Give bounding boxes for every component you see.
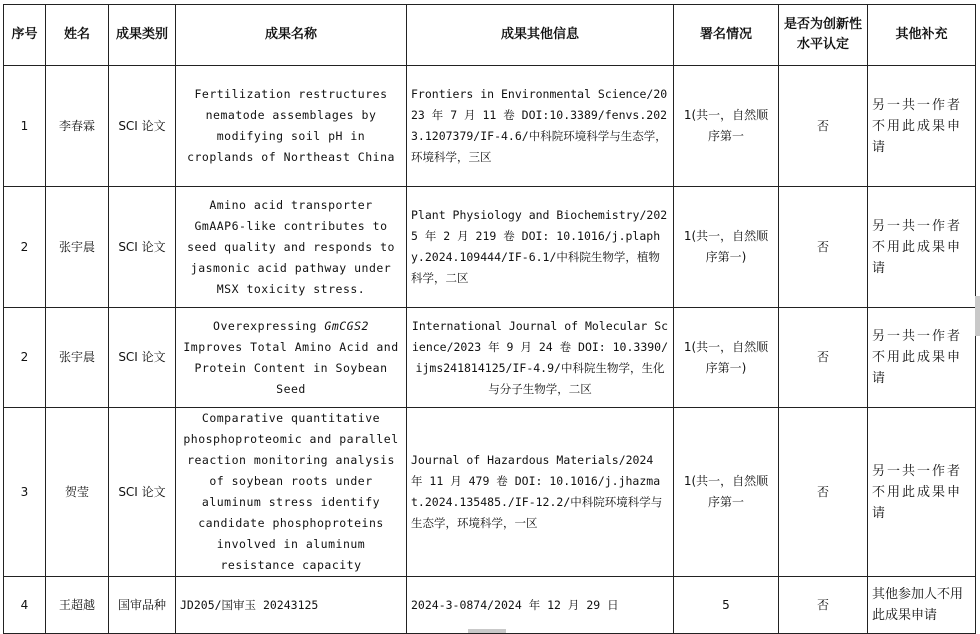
table-row bbox=[4, 577, 976, 634]
cell-index: 2 bbox=[4, 187, 46, 308]
cell-supplement: 另一共一作者不用此成果申请 bbox=[868, 66, 976, 187]
cell-other-info: International Journal of Molecular Science/2023 年 9 月 24 卷 DOI: 10.3390/ijms241814125/IF-4.9/中科院生物学，生化与分子生物学，二区 bbox=[407, 308, 674, 408]
cell-title: Comparative quantitative phosphoproteomic and parallel reaction monitoring analysis of soybean roots under aluminum stress identify candidate phosphoproteins involved in aluminum resistance capacity bbox=[176, 408, 407, 577]
header-category: 成果类别 bbox=[109, 5, 176, 66]
header-row bbox=[4, 5, 976, 66]
header-index: 序号 bbox=[4, 5, 46, 66]
cell-index: 4 bbox=[4, 577, 46, 634]
cell-supplement: 另一共一作者不用此成果申请 bbox=[868, 187, 976, 308]
cell-name: 贺莹 bbox=[46, 408, 109, 577]
cell-authorship: 1(共一，自然顺序第一 bbox=[674, 66, 779, 187]
cell-index: 2 bbox=[4, 308, 46, 408]
cell-supplement: 另一共一作者不用此成果申请 bbox=[868, 308, 976, 408]
table-row bbox=[4, 408, 976, 577]
page-bottom-indicator bbox=[468, 629, 506, 633]
cell-category: 国审品种 bbox=[109, 577, 176, 634]
cell-innovation: 否 bbox=[779, 308, 868, 408]
achievements-table bbox=[3, 4, 976, 634]
header-name: 姓名 bbox=[46, 5, 109, 66]
cell-other-info: Journal of Hazardous Materials/2024 年 11 月 479 卷 DOI: 10.1016/j.jhazmat.2024.135485./IF-12.2/中科院环境科学与生态学，环境科学，一区 bbox=[407, 408, 674, 577]
cell-name: 张宇晨 bbox=[46, 308, 109, 408]
cell-title bbox=[176, 308, 407, 408]
header-title: 成果名称 bbox=[176, 5, 407, 66]
cell-category: SCI 论文 bbox=[109, 187, 176, 308]
scrollbar-thumb[interactable] bbox=[975, 296, 980, 336]
cell-innovation: 否 bbox=[779, 577, 868, 634]
table-row bbox=[4, 66, 976, 187]
cell-index: 3 bbox=[4, 408, 46, 577]
cell-index: 1 bbox=[4, 66, 46, 187]
cell-supplement: 另一共一作者不用此成果申请 bbox=[868, 408, 976, 577]
cell-category: SCI 论文 bbox=[109, 408, 176, 577]
title-prefix: Overexpressing bbox=[213, 318, 325, 333]
table-row bbox=[4, 187, 976, 308]
cell-name: 李春霖 bbox=[46, 66, 109, 187]
cell-authorship: 1(共一，自然顺序第一) bbox=[674, 187, 779, 308]
cell-title: JD205/国审玉 20243125 bbox=[176, 577, 407, 634]
cell-innovation: 否 bbox=[779, 408, 868, 577]
cell-title: Amino acid transporter GmAAP6-like contributes to seed quality and responds to jasmonic acid pathway under MSX toxicity stress. bbox=[176, 187, 407, 308]
title-suffix: Improves Total Amino Acid and Protein Content in Soybean Seed bbox=[183, 339, 399, 396]
cell-other-info: 2024-3-0874/2024 年 12 月 29 日 bbox=[407, 577, 674, 634]
cell-category: SCI 论文 bbox=[109, 66, 176, 187]
cell-other-info: Plant Physiology and Biochemistry/2025 年 2 月 219 卷 DOI: 10.1016/j.plaphy.2024.109444/IF-6.1/中科院生物学，植物科学，二区 bbox=[407, 187, 674, 308]
header-innovation: 是否为创新性水平认定 bbox=[779, 5, 868, 66]
header-authorship: 署名情况 bbox=[674, 5, 779, 66]
cell-name: 张宇晨 bbox=[46, 187, 109, 308]
cell-innovation: 否 bbox=[779, 187, 868, 308]
cell-authorship: 1(共一，自然顺序第一) bbox=[674, 308, 779, 408]
cell-authorship: 1(共一，自然顺序第一 bbox=[674, 408, 779, 577]
cell-name: 王超越 bbox=[46, 577, 109, 634]
cell-category: SCI 论文 bbox=[109, 308, 176, 408]
cell-other-info: Frontiers in Environmental Science/2023 年 7 月 11 卷 DOI:10.3389/fenvs.2023.1207379/IF-4.6/中科院环境科学与生态学，环境科学，三区 bbox=[407, 66, 674, 187]
cell-innovation: 否 bbox=[779, 66, 868, 187]
cell-authorship: 5 bbox=[674, 577, 779, 634]
cell-supplement: 其他参加人不用此成果申请 bbox=[868, 577, 976, 634]
cell-title: Fertilization restructures nematode assemblages by modifying soil pH in croplands of Northeast China bbox=[176, 66, 407, 187]
header-other-info: 成果其他信息 bbox=[407, 5, 674, 66]
gene-name: GmCGS2 bbox=[324, 318, 369, 333]
table-row bbox=[4, 308, 976, 408]
header-supplement: 其他补充 bbox=[868, 5, 976, 66]
